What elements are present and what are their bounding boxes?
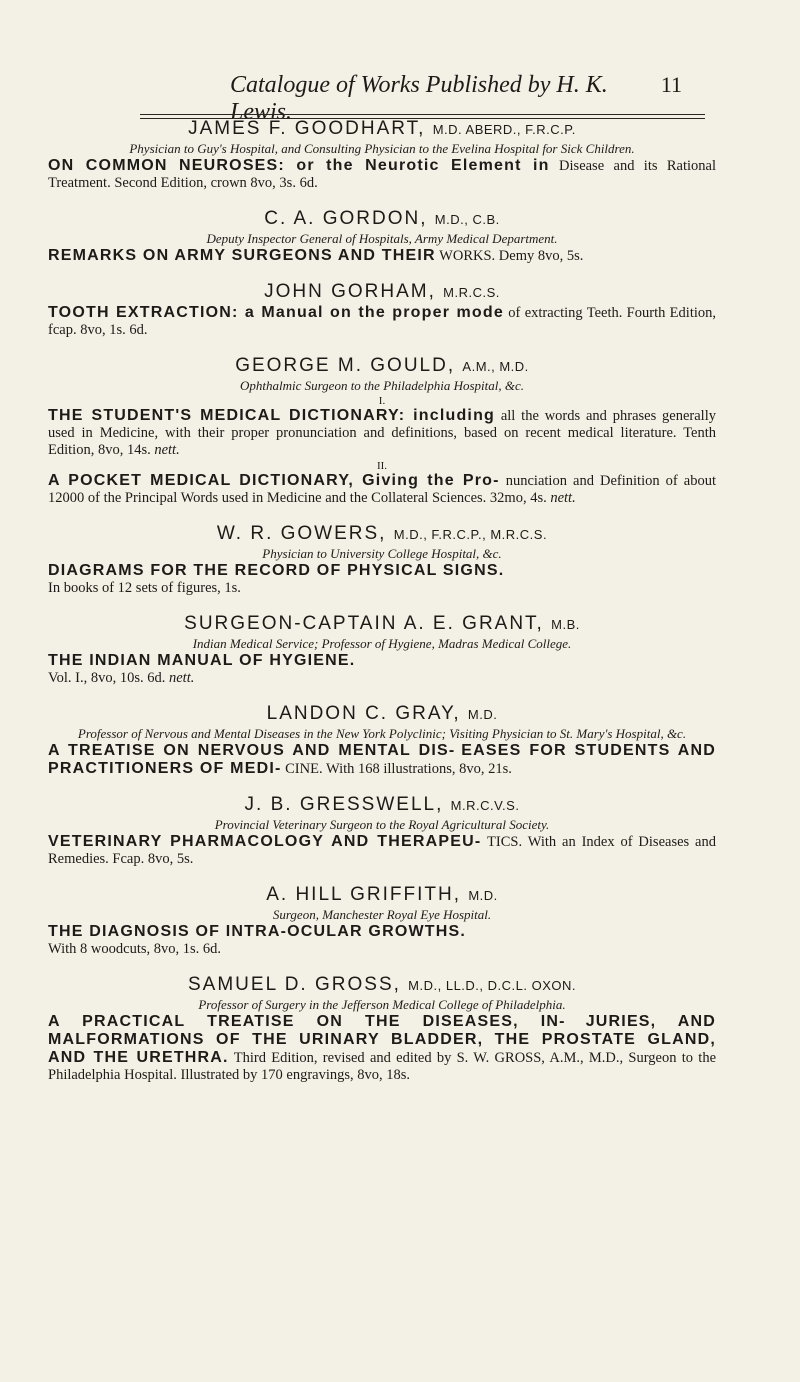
author-description: Deputy Inspector General of Hospitals, Army Medical Department. <box>206 231 558 246</box>
entry-goodhart <box>48 118 716 192</box>
author-heading: LANDON C. GRAY, M.D. <box>266 703 498 724</box>
book-title: A TREATISE ON NERVOUS AND MENTAL DIS- <box>48 742 456 759</box>
book-title: THE STUDENT'S MEDICAL DICTIONARY: including <box>48 407 496 424</box>
book-title: REMARKS ON ARMY SURGEONS AND THEIR <box>48 247 436 264</box>
page-number: 11 <box>660 72 682 97</box>
book-listing: A PRACTICAL TREATISE ON THE DISEASES, IN- JURIES, AND MALFORMATIONS OF THE URINARY BLADDER, THE PROSTATE GLAND, AND THE URETHRA. Third Edition, revised and edited by S. W. GROSS, A.M., M.D., Surgeon to the Philadelphia Hospital. Illustrated by 170 engravings, 8vo, 18s. <box>48 1013 717 1083</box>
author-heading: A. HILL GRIFFITH, M.D. <box>266 884 498 905</box>
entry-griffith <box>48 884 716 958</box>
author-heading: J. B. GRESSWELL, M.R.C.V.S. <box>244 794 520 815</box>
book-listing: VETERINARY PHARMACOLOGY AND THERAPEU- TICS. With an Index of Diseases and Remedies. Fcap. 8vo, 5s. <box>48 833 716 867</box>
book-title: THE DIAGNOSIS OF INTRA-OCULAR GROWTHS. <box>48 923 467 940</box>
running-title: Catalogue of Works Published by H. K. Lewis. <box>230 72 608 125</box>
volume-numeral: I. <box>378 395 386 407</box>
author-description: Professor of Nervous and Mental Diseases in the New York Polyclinic; Visiting Physician to St. Mary's Hospital, &c. <box>77 726 687 741</box>
author-heading: C. A. GORDON, M.D., C.B. <box>264 208 500 229</box>
header-rule <box>140 114 705 115</box>
entry-gross <box>48 974 716 1084</box>
book-listing: A POCKET MEDICAL DICTIONARY, Giving the Pro- nunciation and Definition of about 12000 of the Principal Words used in Medicine and the Collateral Sciences. 32mo, 4s. nett. <box>48 472 716 506</box>
book-title: A POCKET MEDICAL DICTIONARY, Giving the Pro- <box>48 472 500 489</box>
author-description: Ophthalmic Surgeon to the Philadelphia Hospital, &c. <box>239 378 525 393</box>
catalogue-entries <box>48 118 716 1100</box>
author-heading: GEORGE M. GOULD, A.M., M.D. <box>235 355 529 376</box>
book-title: VETERINARY PHARMACOLOGY AND THERAPEU- <box>48 833 482 850</box>
volume-numeral: II. <box>376 460 388 472</box>
book-listing: TOOTH EXTRACTION: a Manual on the proper mode of extracting Teeth. Fourth Edition, fcap. 8vo, 1s. 6d. <box>48 304 716 338</box>
book-title: TOOTH EXTRACTION: a Manual on the proper mode <box>48 304 504 321</box>
author-description: Surgeon, Manchester Royal Eye Hospital. <box>272 907 492 922</box>
entry-gorham <box>48 281 716 339</box>
book-listing: A TREATISE ON NERVOUS AND MENTAL DIS- EASES FOR STUDENTS AND PRACTITIONERS OF MEDI- CINE. With 168 illustrations, 8vo, 21s. <box>48 742 716 777</box>
author-heading: W. R. GOWERS, M.D., F.R.C.P., M.R.C.S. <box>216 523 548 544</box>
author-description: Indian Medical Service; Professor of Hygiene, Madras Medical College. <box>192 636 572 651</box>
author-heading: JOHN GORHAM, M.R.C.S. <box>264 281 500 302</box>
book-listing: THE DIAGNOSIS OF INTRA-OCULAR GROWTHS. With 8 woodcuts, 8vo, 1s. 6d. <box>48 923 467 957</box>
entry-gresswell <box>48 794 716 868</box>
author-heading: SAMUEL D. GROSS, M.D., LL.D., D.C.L. OXON. <box>188 974 576 995</box>
author-description: Professor of Surgery in the Jefferson Medical College of Philadelphia. <box>198 997 566 1012</box>
author-description: Provincial Veterinary Surgeon to the Royal Agricultural Society. <box>214 817 550 832</box>
author-description: Physician to Guy's Hospital, and Consulting Physician to the Evelina Hospital for Sick Children. <box>129 141 635 156</box>
entry-grant <box>48 613 716 687</box>
book-listing: REMARKS ON ARMY SURGEONS AND THEIR WORKS. Demy 8vo, 5s. <box>48 247 584 264</box>
book-listing: DIAGRAMS FOR THE RECORD OF PHYSICAL SIGNS. In books of 12 sets of figures, 1s. <box>48 562 505 596</box>
book-title: ON COMMON NEUROSES: or the Neurotic Element in <box>48 157 550 174</box>
book-listing: THE INDIAN MANUAL OF HYGIENE. Vol. I., 8vo, 10s. 6d. nett. <box>48 652 356 686</box>
author-description: Physician to University College Hospital, &c. <box>262 546 502 561</box>
author-heading: SURGEON-CAPTAIN A. E. GRANT, M.B. <box>184 613 580 634</box>
entry-gordon <box>48 208 716 265</box>
entry-gowers <box>48 523 716 597</box>
book-listing: ON COMMON NEUROSES: or the Neurotic Element in Disease and its Rational Treatment. Second Edition, crown 8vo, 3s. 6d. <box>48 157 717 191</box>
entry-gray <box>48 703 716 778</box>
book-title: A PRACTICAL TREATISE ON THE DISEASES, IN- <box>48 1013 566 1030</box>
book-title: THE INDIAN MANUAL OF HYGIENE. <box>48 652 356 669</box>
author-heading: JAMES F. GOODHART, M.D. ABERD., F.R.C.P. <box>188 118 576 139</box>
book-title: DIAGRAMS FOR THE RECORD OF PHYSICAL SIGNS. <box>48 562 505 579</box>
entry-gould <box>48 355 716 507</box>
book-listing: THE STUDENT'S MEDICAL DICTIONARY: including all the words and phrases generally used in Medicine, with their proper pronunciation and definitions, based on recent medical literature. Tenth Edition, 8vo, 14s. nett. <box>48 407 716 458</box>
